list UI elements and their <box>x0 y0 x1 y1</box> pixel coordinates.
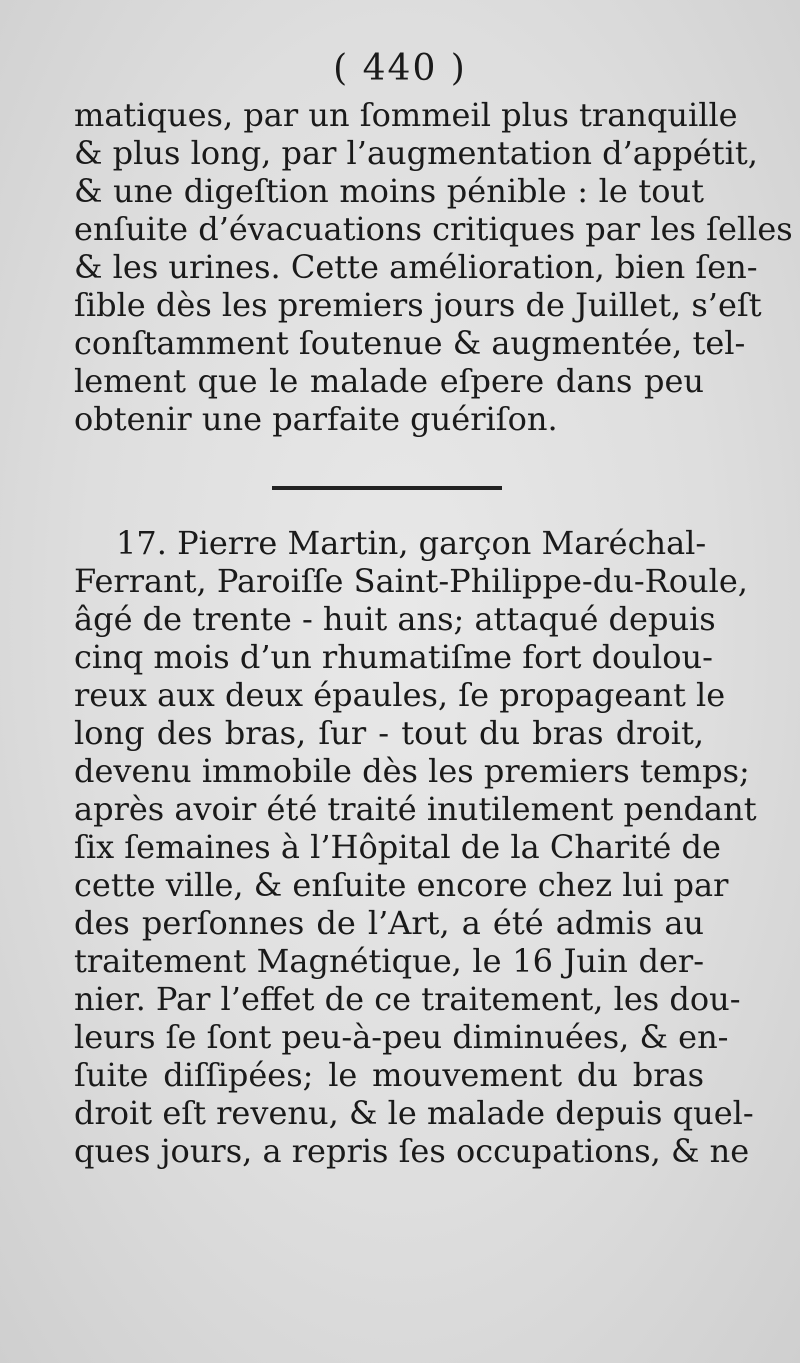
text-line: & une digeſtion moins pénible : le tout <box>74 172 704 210</box>
text-line: ſuite diſſipées; le mouvement du bras <box>74 1056 704 1094</box>
text-line: obtenir une parfaite guériſon. <box>74 400 558 438</box>
text-line: ques jours, a repris ſes occupations, & ne <box>74 1132 750 1170</box>
text-line: reux aux deux épaules, ſe propageant le <box>74 676 726 714</box>
paragraph-case-17 <box>74 524 757 1170</box>
text-line: nier. Par l’effet de ce traitement, les dou- <box>74 980 741 1018</box>
text-line: matiques, par un ſommeil plus tranquille <box>74 96 738 134</box>
text-line: des perſonnes de l’Art, a été admis au <box>74 904 704 942</box>
text-line: enſuite d’évacuations critiques par les ſelles <box>74 210 793 248</box>
text-line: après avoir été traité inutilement pendant <box>74 790 757 828</box>
text-line: âgé de trente - huit ans; attaqué depuis <box>74 600 716 638</box>
text-line: Ferrant, Paroiſſe Saint-Philippe-du-Roule, <box>74 562 748 600</box>
text-line: ſix ſemaines à l’Hôpital de la Charité de <box>74 828 721 866</box>
paragraph-continued <box>74 96 793 438</box>
text-line: conſtamment ſoutenue & augmentée, tel- <box>74 324 746 362</box>
text-line: leurs ſe ſont peu-à-peu diminuées, & en- <box>74 1018 729 1056</box>
section-separator-rule <box>272 486 502 490</box>
text-line: cinq mois d’un rhumatiſme fort doulou- <box>74 638 713 676</box>
text-line: long des bras, ſur - tout du bras droit, <box>74 714 704 752</box>
text-line: cette ville, & enſuite encore chez lui par <box>74 866 729 904</box>
text-line: lement que le malade eſpere dans peu <box>74 362 704 400</box>
text-line: devenu immobile dès les premiers temps; <box>74 752 750 790</box>
text-line: traitement Magnétique, le 16 Juin der- <box>74 942 704 980</box>
text-line: & les urines. Cette amélioration, bien ſen- <box>74 248 758 286</box>
text-line: & plus long, par l’augmentation d’appétit, <box>74 134 758 172</box>
text-line: ſible dès les premiers jours de Juillet, s’eſt <box>74 286 762 324</box>
page-number: ( 440 ) <box>333 48 467 89</box>
text-line: 17. Pierre Martin, garçon Maréchal- <box>116 524 707 562</box>
text-line: droit eſt revenu, & le malade depuis quel- <box>74 1094 754 1132</box>
